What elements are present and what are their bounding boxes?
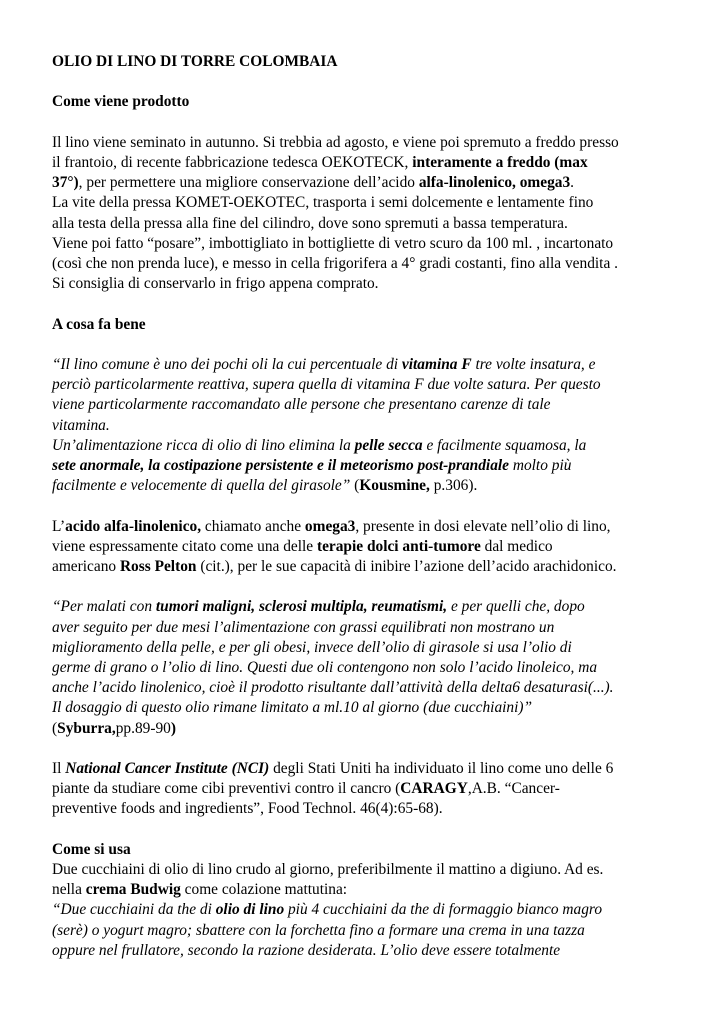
text-line: (serè) o yogurt magro; sbattere con la forchetta fino a formare una crema in una tazza	[52, 921, 585, 939]
quote-budwig-recipe	[52, 900, 682, 961]
text-line: aver seguito per due mesi l’alimentazione con grassi equilibrati non mostrano un	[52, 618, 555, 636]
text-line	[52, 436, 682, 456]
text-line: Due cucchiaini di olio di lino crudo al giorno, preferibilmente il mattino a digiuno. Ad es.	[52, 861, 604, 878]
text-line: Viene poi fatto “posare”, imbottigliato in bottigliette di vetro scuro da 100 ml. , incartonato	[52, 234, 614, 252]
paragraph-nci	[52, 759, 682, 820]
text-run: tre volte insatura, e	[471, 355, 596, 373]
text-run-bold: CARAGY	[400, 780, 468, 798]
text-run-bold: olio di lino	[215, 901, 285, 919]
text-line	[52, 153, 682, 173]
text-line	[52, 597, 682, 617]
document-page	[52, 52, 682, 961]
quote-syburra	[52, 597, 682, 738]
text-line	[52, 517, 682, 537]
text-run-bold: Kousmine,	[359, 477, 430, 495]
quote-kousmine	[52, 355, 682, 496]
text-run: Il	[52, 760, 66, 777]
paragraph-usage	[52, 860, 682, 900]
text-line: Si consiglia di conservarlo in frigo appena comprato.	[52, 275, 379, 293]
text-line	[52, 173, 682, 193]
text-run-bold-italic: National Cancer Institute (NCI)	[65, 760, 270, 777]
text-run: americano	[52, 558, 120, 575]
text-run-bold: Syburra,	[57, 719, 116, 737]
text-run: chiamato anche	[201, 517, 305, 535]
text-run: “Due cucchiaini da the di	[52, 901, 216, 919]
text-line: Il lino viene seminato in autunno. Si trebbia ad agosto, e viene poi spremuto a freddo presso	[52, 133, 619, 151]
text-run: (cit.), per le sue capacità di inibire l’azione dell’acido arachidonico.	[196, 558, 617, 575]
text-run-bold: vitamina F	[401, 355, 472, 373]
section-heading-usage: Come si usa	[52, 840, 131, 858]
text-run: piante da studiare come cibi preventivi contro il cancro (	[52, 780, 401, 798]
text-line: perciò particolarmente reattiva, supera quella di vitamina F due volte satura. Per questo	[52, 376, 601, 394]
text-run: dal medico	[480, 537, 553, 555]
section-heading-benefits: A cosa fa bene	[52, 315, 146, 333]
text-run-bold: interamente a freddo (max	[412, 153, 588, 171]
text-run: molto più	[509, 457, 572, 474]
text-run: , per permettere una migliore conservazione dell’acido	[78, 174, 419, 192]
text-run-bold: omega3	[304, 517, 356, 535]
paragraph-alfa-linolenic	[52, 517, 682, 578]
text-run: “Il lino comune è uno dei pochi oli la cui percentuale di	[52, 355, 402, 373]
text-line	[52, 476, 682, 496]
text-line	[52, 719, 682, 739]
text-line: La vite della pressa KOMET-OEKOTEC, trasporta i semi dolcemente e lentamente fino	[52, 194, 594, 212]
text-line	[52, 900, 682, 920]
text-run: pp.89-90	[115, 719, 171, 737]
text-line: vitamina.	[52, 416, 110, 434]
section-heading-production: Come viene prodotto	[52, 93, 190, 111]
text-run: il frantoio, di recente fabbricazione tedesca OEKOTECK,	[52, 153, 413, 171]
text-run: p.306).	[429, 477, 478, 495]
text-run: viene espressamente citato come una delle	[52, 537, 317, 555]
text-line: Il dosaggio di questo olio rimane limitato a ml.10 al giorno (due cucchiaini)”	[52, 699, 533, 717]
text-run: facilmente e velocemente di quella del girasole”	[52, 477, 355, 495]
text-line: (così che non prenda luce), e messo in cella frigorifera a 4° gradi costanti, fino alla vendita .	[52, 255, 618, 272]
text-line: miglioramento della pelle, e per gli obesi, invece dell’olio di girasole si usa l’olio di	[52, 638, 572, 656]
text-line	[52, 537, 682, 557]
text-run-bold: Ross Pelton	[119, 558, 197, 575]
text-run: , presente in dosi elevate nell’olio di lino,	[355, 517, 611, 535]
text-line: alla testa della pressa alla fine del cilindro, dove sono spremuti a bassa temperatura.	[52, 214, 568, 232]
text-line	[52, 759, 682, 779]
text-run-bold: crema Budwig	[85, 881, 181, 899]
text-line	[52, 880, 682, 900]
text-run: Un’alimentazione ricca di olio di lino elimina la	[52, 436, 355, 454]
text-run: e facilmente squamosa, la	[422, 436, 587, 454]
text-run: come colazione mattutina:	[180, 881, 348, 899]
text-run: L’	[52, 517, 66, 535]
text-line	[52, 557, 682, 577]
text-run-bold: alfa-linolenico, omega3	[418, 174, 571, 192]
page-title: OLIO DI LINO DI TORRE COLOMBAIA	[52, 53, 338, 70]
text-run: nella	[52, 881, 86, 899]
text-line: oppure nel frullatore, secondo la razione desiderata. L’olio deve essere totalmente	[52, 941, 561, 959]
text-line: germe di grano o l’olio di lino. Questi due oli contengono non solo l’acido linoleico, ma	[52, 659, 598, 676]
text-run: degli Stati Uniti ha individuato il lino come uno delle 6	[269, 760, 614, 777]
text-run-bold: terapie dolci anti-tumore	[316, 537, 481, 555]
text-run-bold: sete anormale, la costipazione persistente e il meteorismo post-prandiale	[52, 457, 509, 474]
paragraph-production	[52, 133, 682, 295]
text-run: ,A.B. “Cancer-	[467, 780, 560, 798]
text-run-bold: tumori maligni, sclerosi multipla, reumatismi,	[155, 598, 448, 616]
text-line: anche l’acido linolenico, cioè il prodotto risultante dall’attività della delta6 desaturasi(...).	[52, 679, 614, 697]
text-run-bold: acido alfa-linolenico,	[65, 517, 202, 535]
text-run: .	[570, 174, 575, 192]
text-run: e per quelli che, dopo	[447, 598, 585, 616]
text-line	[52, 355, 682, 375]
text-line: viene particolarmente raccomandato alle persone che presentano carenze di tale	[52, 396, 551, 414]
text-run-bold: 37°)	[52, 174, 79, 192]
text-run: (	[52, 719, 58, 737]
text-run-bold: pelle secca	[354, 436, 423, 454]
text-run: più 4 cucchiaini da the di formaggio bianco magro	[284, 901, 603, 919]
text-run-bold: )	[170, 719, 177, 737]
text-line: preventive foods and ingredients”, Food Technol. 46(4):65-68).	[52, 800, 443, 818]
text-run: (	[354, 477, 360, 495]
text-run: “Per malati con	[52, 598, 156, 616]
text-line	[52, 779, 682, 799]
text-line	[52, 456, 682, 476]
